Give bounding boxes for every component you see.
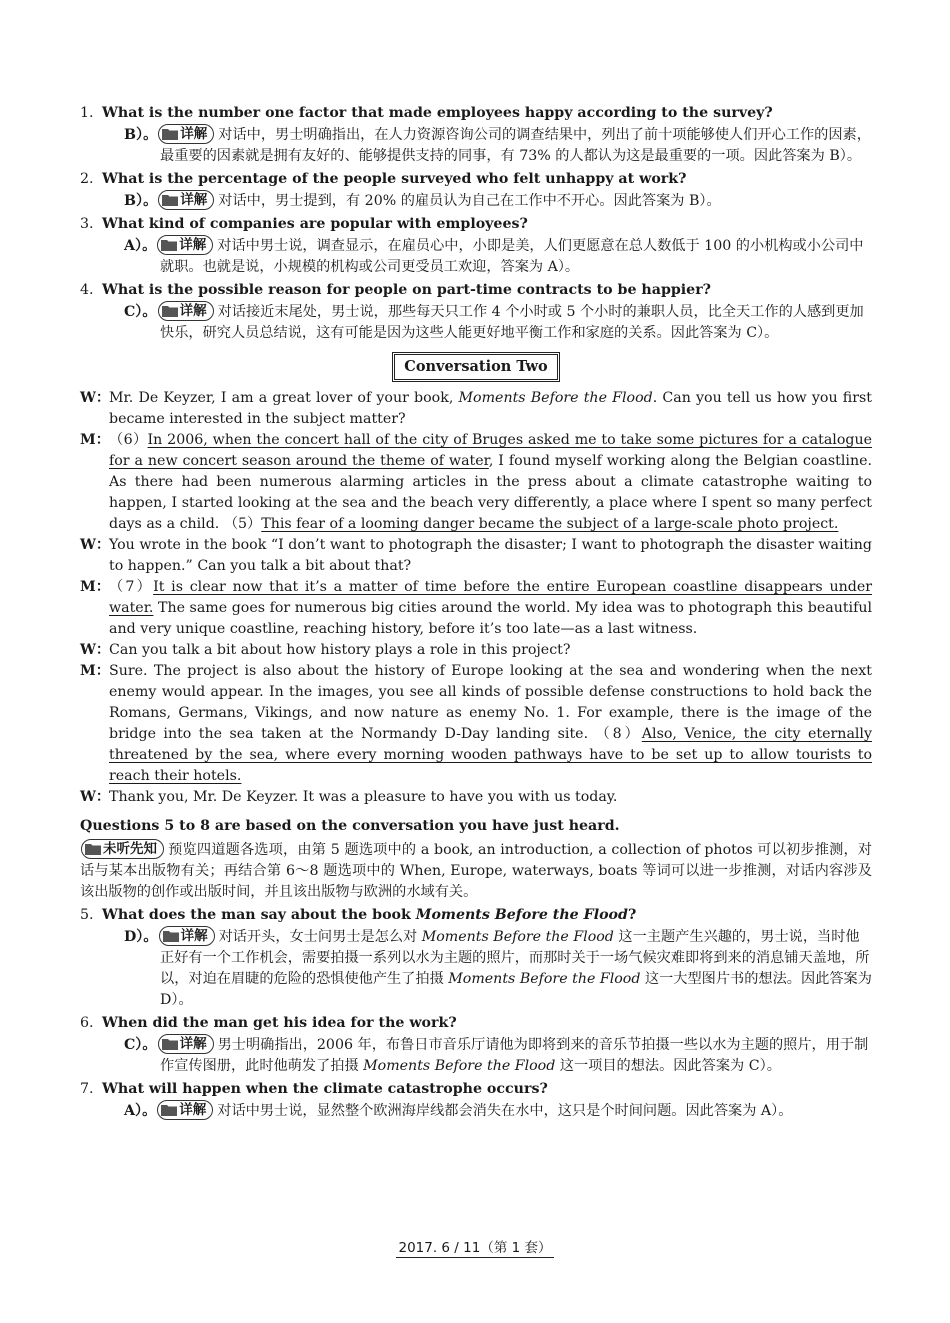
question-text: What kind of companies are popular with employees? [102,216,528,232]
detail-tag [159,926,215,946]
answer-explanation: 这一大型图片书的想法。因此答案为 D）。 [160,971,872,1008]
answer-explanation: 这一项目的想法。因此答案为 C）。 [555,1058,781,1074]
dialogue-line [80,388,872,430]
book-title: Moments Before the Flood [458,390,653,406]
underlined-answer-6: In 2006, when the concert hall of the city of Bruges asked me to take some pictures for a catalogue for a new concert season around the theme of water [109,432,872,469]
book-title: Moments Before the Flood [415,907,628,923]
conversation-title-wrap [80,352,872,382]
underlined-answer-8: Also, Venice, the city eternally threatened by the sea, where every morning wooden pathways have to be set up to allow tourists to reach their hotels. [109,726,872,784]
dialogue-text: . Can you tell us how you first became interested in the subject matter? [109,390,872,427]
preview-paragraph [80,839,872,903]
detail-tag-label: 详解 [179,237,207,253]
folder-icon [85,843,101,855]
dialogue-line [80,430,872,535]
dialogue-line [80,577,872,640]
dialogue-text: Mr. De Keyzer, I am a great lover of your book, [109,390,459,406]
question-text: What is the possible reason for people on part-time contracts to be happier? [102,282,711,298]
folder-icon [162,128,178,140]
question-text: What is the percentage of the people surveyed who felt unhappy at work? [102,171,687,187]
answer-explanation: 这一主题产生兴趣的，男士说，当时他正好有一个工作机会，需要拍摄一系列以水为主题的照片，而那时关于一场气候灾难即将到来的消息铺天盖地，所以，对迫在眉睫的危险的恐惧使他产生了拍摄 [160,929,870,987]
folder-icon [162,194,178,206]
detail-tag [157,1100,213,1120]
folder-icon [162,1038,178,1050]
dialogue-line [80,640,872,661]
answer-4 [102,301,872,344]
preview-text: 预览四道题各选项，由第 5 题选项中的 a book, an introduction, a collection of photos 可以初步推测，对话与某本出版物有关；再结合第 6～8 题选项中的 When, Europe, waterways, boats 等词可以进一步推测，对话内容涉及该出版物的创作或出版时间，并且该出版物与欧洲的水域有关。 [80,842,872,900]
speaker-label: M： [80,579,110,595]
page-footer [0,1238,950,1259]
answer-letter: B）。 [124,193,158,209]
question-number: 7. [80,1081,94,1097]
answer-explanation: 对话开头，女士问男士是怎么对 [218,929,422,945]
dialogue-text: Thank you, Mr. De Keyzer. It was a pleasure to have you with us today. [109,789,618,805]
detail-tag [158,1034,214,1054]
question-1 [80,103,872,124]
speaker-label: M： [80,663,110,679]
answer-letter: A）。 [124,1103,157,1119]
folder-icon [163,930,179,942]
detail-tag [157,235,213,255]
dialogue-line [80,661,872,787]
dialogue-text: , I found myself working along the Belgian coastline. As there had been numerous alarming articles in the press about a climate catastrophe waiting to happen, I started looking at the sea and the beach very differently, a place where I spent so many perfect days as a child. [109,453,872,532]
answer-6 [102,1034,872,1077]
answer-7 [102,1100,872,1122]
detail-tag [158,301,214,321]
marker-8: （8） [595,726,642,742]
question-2 [80,169,872,190]
detail-tag [158,124,214,144]
question-text: What does the man say about the book [102,907,416,923]
answer-5 [102,926,872,1011]
answer-letter: A）。 [124,238,157,254]
question-6 [80,1013,872,1034]
detail-tag-label: 详解 [179,303,207,319]
detail-tag-label: 详解 [180,928,208,944]
question-3 [80,214,872,235]
speaker-label: W： [80,642,111,658]
marker-7: （7） [109,579,154,595]
speaker-label: M： [80,432,110,448]
folder-icon [161,1104,177,1116]
page-content [80,101,872,1122]
marker-6: （6） [109,432,148,448]
answer-explanation: 对话中，男士明确指出，在人力资源咨询公司的调查结果中，列出了前十项能够使人们开心工作的因素，最重要的因素就是拥有友好的、能够提供支持的同事，有 73% 的人都认为这是最重要的一项。因此答案为 B）。 [160,127,871,164]
preview-tag [81,839,164,859]
dialogue-line [80,535,872,577]
answer-explanation: 对话接近末尾处，男士说，那些每天只工作 4 个小时或 5 个小时的兼职人员，比全天工作的人感到更加快乐，研究人员总结说，这有可能是因为这些人能更好地平衡工作和家庭的关系。因此答案为 C）。 [160,304,864,341]
book-title: Moments Before the Flood [421,929,614,945]
speaker-label: W： [80,789,111,805]
question-number: 6. [80,1015,94,1031]
preview-tag-label: 未听先知 [103,841,157,857]
question-4 [80,280,872,301]
folder-icon [162,305,178,317]
answer-letter: C）。 [124,304,157,320]
question-text: What will happen when the climate catastrophe occurs? [102,1081,548,1097]
answer-3 [102,235,872,278]
answer-explanation: 男士明确指出，2006 年，布鲁日市音乐厅请他为即将到来的音乐节拍摄一些以水为主题的照片，用于制作宣传图册，此时他萌发了拍摄 [160,1037,869,1074]
underlined-answer-5: This fear of a looming danger became the subject of a large-scale photo project. [261,516,839,532]
question-7 [80,1079,872,1100]
dialogue-text: You wrote in the book “I don’t want to photograph the disaster; I want to photograph the disaster waiting to happen.” Can you talk a bit about that? [109,537,872,574]
answer-letter: B）。 [124,127,158,143]
underlined-answer-7: It is clear now that it’s a matter of time before the entire European coastline disappears under water. [109,579,872,616]
question-number: 3. [80,216,94,232]
footer-text: 2017. 6 / 11（第 1 套） [398,1240,552,1256]
dialogue-line [80,787,872,808]
book-title: Moments Before the Flood [448,971,641,987]
questions-heading: Questions 5 to 8 are based on the conversation you have just heard. [80,818,620,834]
book-title: Moments Before the Flood [363,1058,556,1074]
answer-2 [102,190,872,212]
conversation-title: Conversation Two [392,352,559,382]
question-text: ? [627,907,637,923]
marker-5: （5） [223,516,262,532]
answer-explanation: 对话中，男士提到，有 20% 的雇员认为自己在工作中不开心。因此答案为 B）。 [218,193,721,209]
question-text: What is the number one factor that made employees happy according to the survey? [102,105,773,121]
detail-tag-label: 详解 [179,1102,207,1118]
answer-letter: D）。 [124,929,158,945]
question-number: 4. [80,282,94,298]
dialogue-text: Can you talk a bit about how history plays a role in this project? [109,642,571,658]
question-number: 2. [80,171,94,187]
dialogue-text: The same goes for numerous big cities around the world. My idea was to photograph this beautiful and very unique coastline, reaching history, before it’s too late—as a last witness. [109,600,872,637]
detail-tag-label: 详解 [180,192,208,208]
detail-tag-label: 详解 [180,126,208,142]
answer-letter: C）。 [124,1037,157,1053]
answer-1 [102,124,872,167]
question-number: 5. [80,907,94,923]
answer-explanation: 对话中男士说，调查显示，在雇员心中，小即是美，人们更愿意在总人数低于 100 的小机构或小公司中就职。也就是说，小规模的机构或公司更受员工欢迎，答案为 A）。 [160,238,864,275]
speaker-label: W： [80,390,111,406]
question-number: 1. [80,105,94,121]
speaker-label: W： [80,537,111,553]
question-5 [80,905,872,926]
folder-icon [161,239,177,251]
question-text: When did the man get his idea for the work? [102,1015,457,1031]
detail-tag-label: 详解 [179,1036,207,1052]
dialogue-text: Sure. The project is also about the history of Europe looking at the sea and wondering when the next enemy would appear. In the images, you see all kinds of possible defense constructions to hold back the Romans, Germans, Vikings, and now nature as enemy No. 1. For example, there is the image of the bridge into the sea taken at the Normandy D-Day landing site. [109,663,872,742]
detail-tag [158,190,214,210]
answer-explanation: 对话中男士说，显然整个欧洲海岸线都会消失在水中，这只是个时间问题。因此答案为 A）。 [217,1103,793,1119]
